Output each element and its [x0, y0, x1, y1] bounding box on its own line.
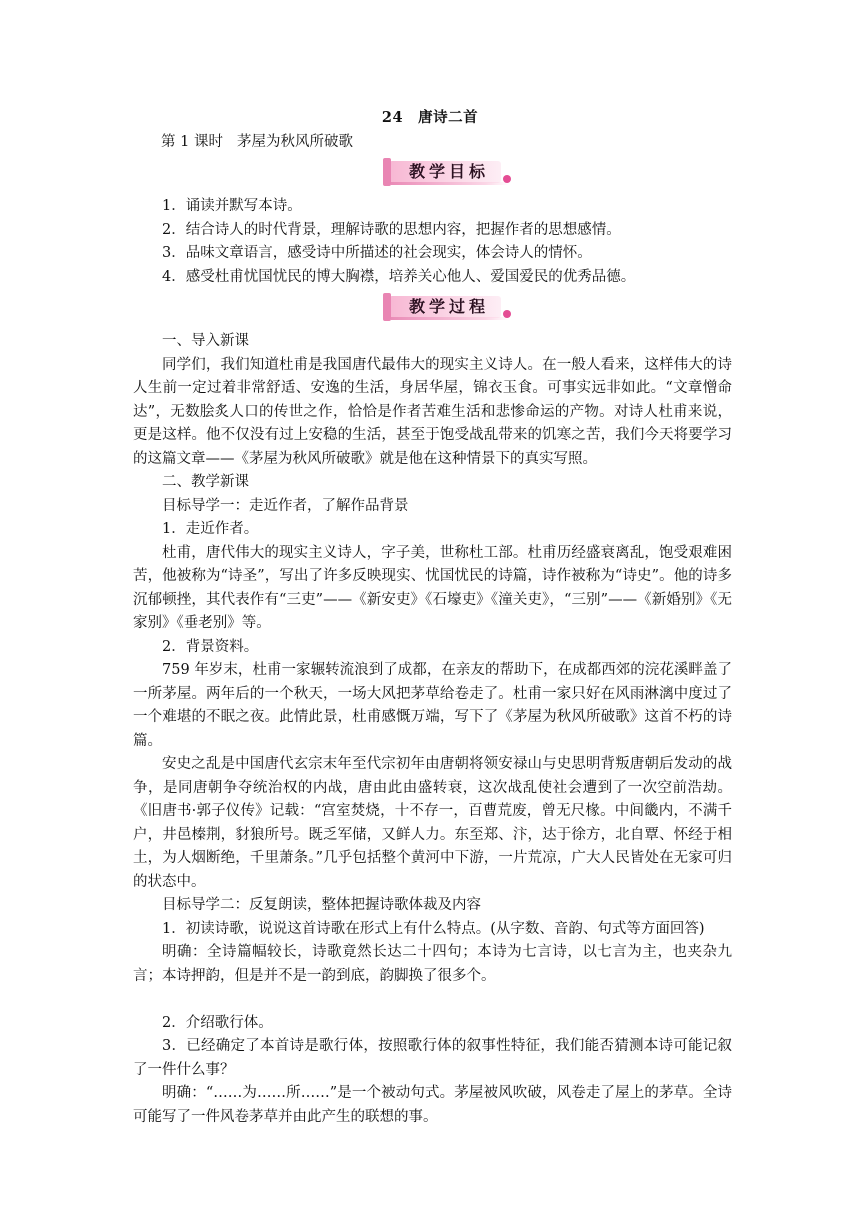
- goal-heading: 目标导学二：反复朗读，整体把握诗歌体裁及内容: [162, 897, 481, 913]
- paragraph: 759 年岁末，杜甫一家辗转流浪到了成都，在亲友的帮助下，在成都西郊的浣花溪畔盖了一所茅屋。两年后的一个秋天，一场大风把茅草给卷走了。杜甫一家只好在风雨淋漓中度过了一个难堪的不眠之夜。此情此景，杜甫感慨万端，写下了《茅屋为秋风所破歌》这首不朽的诗篇。: [133, 662, 732, 749]
- pink-dot-icon: [503, 175, 511, 183]
- goal-item: 3．品味文章语言，感受诗中所描述的社会现实，体会诗人的情怀。: [162, 245, 592, 261]
- answer: 明确：“……为……所……”是一个被动句式。茅屋被风吹破，风卷走了屋上的茅草。全诗可能写了一件风卷茅草并由此产生的联想的事。: [133, 1085, 732, 1125]
- goal-item: 1．诵读并默写本诗。: [162, 198, 302, 214]
- paragraph: 安史之乱是中国唐代玄宗末年至代宗初年由唐朝将领安禄山与史思明背叛唐朝后发动的战争，是同唐朝争夺统治权的内战，唐由此由盛转衰，这次战乱使社会遭到了一次空前浩劫。《旧唐书·郭子仪传》记载：“宫室焚烧，十不存一，百曹荒废，曾无尺椽。中间畿内，不满千户，井邑榛荆，豺狼所号。既乏军储，又鲜人力。东至郑、汴，达于徐方，北自覃、怀经于相土，为人烟断绝，千里萧条。”几乎包括整个黄河中下游，一片荒凉，广大人民皆处在无家可归的状态中。: [133, 756, 732, 890]
- lesson-period: 第 1 课时: [161, 134, 223, 150]
- teaching-process-banner: [383, 293, 511, 321]
- question: 1．初读诗歌，说说这首诗歌在形式上有什么特点。(从字数、音韵、句式等方面回答): [162, 920, 705, 937]
- lesson-subtitle: [161, 130, 353, 151]
- pink-dot-icon: [503, 310, 511, 318]
- answer: 明确：全诗篇幅较长，诗歌竟然长达二十四句；本诗为七言诗，以七言为主，也夹杂九言；本诗押韵，但是并不是一韵到底，韵脚换了很多个。: [133, 944, 732, 984]
- goal-heading: 目标导学一：走近作者，了解作品背景: [162, 497, 409, 514]
- list-item: 1．走近作者。: [162, 521, 259, 537]
- question: 3．已经确定了本首诗是歌行体，按照歌行体的叙事性特征，我们能否猜测本诗可能记叙了一件什么事？: [133, 1038, 732, 1078]
- paragraph: 同学们，我们知道杜甫是我国唐代最伟大的现实主义诗人。在一般人看来，这样伟大的诗人生前一定过着非常舒适、安逸的生活，身居华屋，锦衣玉食。可事实远非如此。“文章憎命达”，无数脍炙人口的传世之作，恰恰是作者苦难生活和悲惨命运的产物。对诗人杜甫来说，更是这样。他不仅没有过上安稳的生活，甚至于饱受战乱带来的饥寒之苦，我们今天将要学习的这篇文章——《茅屋为秋风所破歌》就是他在这种情景下的真实写照。: [133, 356, 732, 467]
- teaching-process-heading: 教学过程: [408, 297, 489, 316]
- teaching-goals-banner: [383, 158, 511, 186]
- lesson-title: 24 唐诗二首: [381, 109, 479, 126]
- blank-line: [133, 988, 732, 1012]
- goal-item: 4．感受杜甫忧国忧民的博大胸襟，培养关心他人、爱国爱民的优秀品德。: [162, 268, 636, 285]
- section-heading: 一、导入新课: [162, 333, 249, 349]
- goal-item: 2．结合诗人的时代背景，理解诗歌的思想内容，把握作者的思想感情。: [162, 221, 621, 238]
- teaching-goals-heading: 教学目标: [408, 162, 489, 181]
- process-section: [133, 330, 732, 1129]
- paragraph: 杜甫，唐代伟大的现实主义诗人，字子美，世称杜工部。杜甫历经盛衰离乱，饱受艰难困苦，他被称为“诗圣”，写出了许多反映现实、忧国忧民的诗篇，诗作被称为“诗史”。他的诗多沉郁顿挫，其代表作有“三吏”——《新安吏》《石壕吏》《潼关吏》，“三别”——《新婚别》《无家别》《垂老别》等。: [133, 544, 732, 631]
- lesson-name: 茅屋为秋风所破歌: [236, 134, 353, 150]
- list-item: 2．背景资料。: [162, 638, 259, 655]
- section-heading: 二、教学新课: [162, 474, 249, 490]
- goals-list: [133, 195, 732, 289]
- question: 2．介绍歌行体。: [162, 1014, 273, 1031]
